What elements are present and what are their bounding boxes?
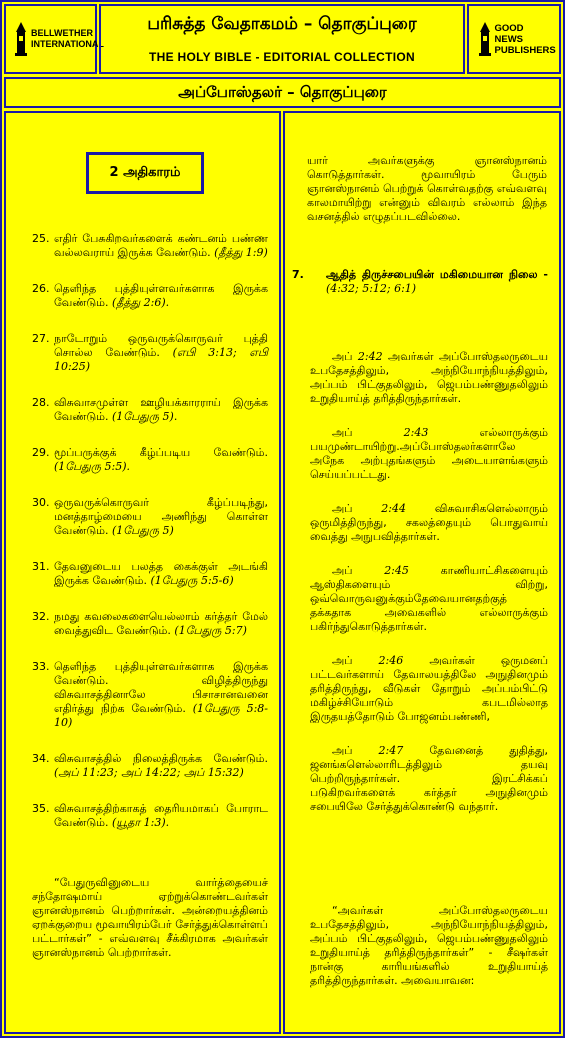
verse-reference: 2:44 — [381, 502, 406, 515]
list-item-text: விசுவாசத்திற்காகத் தைரியமாகப் போராட வேண்டும். — [54, 802, 268, 829]
section-number: 7. — [292, 268, 304, 281]
list-item — [32, 610, 268, 638]
list-item — [32, 802, 268, 830]
list-item-reference: (1பேதுரு 5). — [112, 410, 178, 423]
title-box — [99, 4, 465, 74]
list-item-body — [54, 232, 268, 260]
list-item-body — [54, 332, 268, 374]
list-item-number: 28. — [32, 396, 50, 409]
verse-reference: 2:46 — [378, 654, 404, 667]
bell-tower-icon — [14, 22, 28, 56]
list-item-reference: (தீத்து 1:9) — [214, 246, 268, 259]
tower-icon — [478, 22, 492, 56]
list-item-text: விசுவாசமுள்ள ஊழியக்காரராய் இருக்க வேண்டும். — [54, 396, 268, 423]
list-item-text: தெளிந்த புத்தியுள்ளவர்களாக இருக்க வேண்டும். விழித்திருந்து விசுவாசத்தினாலே பிசாசானவனை எதிர்த்து நிற்க வேண்டும். — [54, 660, 268, 715]
title-english: THE HOLY BIBLE - EDITORIAL COLLECTION — [148, 50, 415, 64]
list-item-number: 35. — [32, 802, 50, 815]
list-item-reference: (யூதா 1:3). — [112, 816, 170, 829]
right-logo-text: GOOD NEWS PUBLISHERS — [494, 22, 556, 56]
list-item-number: 32. — [32, 610, 50, 623]
verse-text: அவர்கள் அப்போஸ்தலருடைய உபதேசத்திலும், அந்நியோந்நியத்திலும், அப்பம் பிட்குதலிலும், ஜெபம்பண்ணுதலிலும் உறுதியாய்த் தரித்திருந்தார்கள். — [310, 350, 548, 405]
verse-paragraph — [310, 564, 548, 634]
list-item — [32, 282, 268, 310]
verse-reference: 2:47 — [378, 744, 404, 757]
list-item-text: நாடோறும் ஒருவருக்கொருவர் புத்தி சொல்ல வேண்டும். — [54, 332, 268, 359]
list-item — [32, 560, 268, 588]
list-item — [32, 752, 268, 780]
right-intro-paragraph: யார் அவர்களுக்கு ஞானஸ்நானம் கொடுத்தார்கள். மூவாயிரம் பேரும் ஞானஸ்நானம் பெற்றுக் கொள்வதற்கு எவ்வளவு காலமாயிற்று என்னும் விவரம் எல்லாம் இந்த வசனத்தில் எழுதப்படவில்லை. — [307, 154, 547, 223]
list-item-body — [54, 802, 268, 830]
right-closing-paragraph: “அவர்கள் அப்போஸ்தலருடைய உபதேசத்திலும், அந்நியோந்நியத்திலும், அப்பம் பிட்குதலிலும், ஜெபம்பண்ணுதலிலும் உறுதியாய்த் தரித்திருந்தார்கள்” - சீஷர்கள் நான்கு காரியங்களில் உறுதியாய்த் தரித்திருந்தார்கள். அவையாவன: — [310, 904, 548, 987]
verse-text: தேவனைத் துதித்து, ஜனங்களெல்லாரிடத்திலும் தயவு பெற்றிருந்தார்கள். இரட்சிக்கப் படுகிறவர்களைக் கர்த்தர் அநுதினமும் சபையிலே சேர்த்துக்கொண்டு வந்தார். — [310, 744, 548, 813]
list-item-body — [54, 446, 268, 474]
list-item-text: நமது கவலைகளையெல்லாம் கர்த்தர் மேல் வைத்துவிட வேண்டும். — [54, 610, 268, 637]
list-item-number: 29. — [32, 446, 50, 459]
verse-book: அப் — [332, 564, 353, 577]
numbered-list — [32, 232, 268, 852]
verse-text: விசுவாசிகளெல்லாரும் ஒருமித்திருந்து, சகலத்தையும் பொதுவாய் வைத்து அநுபவித்தார்கள். — [310, 502, 549, 543]
list-item-number: 30. — [32, 496, 50, 509]
list-item-body — [54, 282, 268, 310]
verse-book: அப் — [332, 426, 353, 439]
section-title: ஆதித் திருச்சபையின் மகிமையான நிலை - — [326, 268, 548, 281]
verse-list — [310, 350, 548, 834]
list-item-body — [54, 560, 268, 588]
list-item — [32, 332, 268, 374]
verse-paragraph — [310, 744, 548, 814]
list-item-reference: (1பேதுரு 5) — [112, 524, 174, 537]
list-item-reference: (1பேதுரு 5:7) — [174, 624, 247, 637]
verse-paragraph — [310, 654, 548, 724]
chapter-heading: 2 அதிகாரம் — [86, 152, 204, 194]
list-item-body — [54, 496, 268, 538]
list-item-body — [54, 752, 268, 780]
verse-reference: 2:45 — [384, 564, 409, 577]
list-item-reference: (1பேதுரு 5:5-6) — [150, 574, 234, 587]
left-logo-text: BELLWETHER INTERNATIONAL — [31, 28, 104, 49]
list-item-number: 33. — [32, 660, 50, 673]
verse-book: அப் — [332, 502, 353, 515]
verse-paragraph — [310, 502, 548, 544]
good-news-logo — [467, 4, 561, 74]
verse-reference: 2:43 — [403, 426, 429, 439]
list-item-number: 34. — [32, 752, 50, 765]
verse-text: அவர்கள் ஒருமனப் பட்டவர்களாய் தேவாலயத்திலே அநுதினமும் தரித்திருந்து, வீடுகள் தோறும் அப்பம்பிட்டு மகிழ்ச்சியோடும் கபடமில்லாத இருதயத்தோடும் போஜனம்பண்ணி, — [310, 654, 549, 723]
list-item-reference: (தீத்து 2:6). — [112, 296, 170, 309]
list-item-reference: (எபி 3:13; எபி 10:25) — [54, 346, 268, 373]
list-item-number: 25. — [32, 232, 50, 245]
list-item — [32, 232, 268, 260]
bellwether-logo — [4, 4, 104, 74]
verse-book: அப் — [332, 350, 353, 363]
list-item-text: ஒருவருக்கொருவர் கீழ்ப்படிந்து, மனத்தாழ்மையை அணிந்து கொள்ள வேண்டும். — [54, 496, 268, 537]
list-item-body — [54, 396, 268, 424]
verse-book: அப் — [332, 654, 353, 667]
verse-paragraph — [310, 350, 548, 406]
list-item-reference: (1பேதுரு 5:8-10) — [54, 702, 268, 729]
list-item-text: தெளிந்த புத்தியுள்ளவர்களாக இருக்க வேண்டும். — [54, 282, 268, 309]
list-item-number: 31. — [32, 560, 50, 573]
list-item — [32, 446, 268, 474]
title-tamil: பரிசுத்த வேதாகமம் – தொகுப்புரை — [147, 14, 417, 34]
list-item-body — [54, 610, 268, 638]
list-item-number: 27. — [32, 332, 50, 345]
list-item — [32, 396, 268, 424]
list-item-reference: (அப் 11:23; அப் 14:22; அப் 15:32) — [54, 766, 244, 779]
list-item-text: மூப்பருக்குக் கீழ்ப்படிய வேண்டும். — [54, 446, 268, 459]
list-item — [32, 660, 268, 730]
verse-text: காணியாட்சிகளையும் ஆஸ்திகளையும் விற்று, ஒவ்வொருவனுக்கும்தேவையானதற்குத் தக்கதாக அவைகளில் எல்லாருக்கும் பகிர்ந்துகொடுத்தார்கள். — [310, 564, 549, 633]
verse-book: அப் — [332, 744, 353, 757]
section-refs: (4:32; 5:12; 6:1) — [326, 282, 417, 295]
list-item-body — [54, 660, 268, 730]
section-heading — [292, 268, 548, 296]
list-item — [32, 496, 268, 538]
list-item-reference: (1பேதுரு 5:5). — [54, 460, 131, 473]
list-item-number: 26. — [32, 282, 50, 295]
list-item-text: விசுவாசத்தில் நிலைத்திருக்க வேண்டும். — [54, 752, 268, 765]
subtitle-bar: அப்போஸ்தலர் – தொகுப்புரை — [4, 77, 561, 108]
verse-text: எல்லாருக்கும் பயமுண்டாயிற்று.அப்போஸ்தலர்களாலே அநேக அற்புதங்களும் அடையாளங்களும் செய்யப்பட்டது. — [310, 426, 549, 481]
list-item-text: தேவனுடைய பலத்த கைக்குள் அடங்கி இருக்க வேண்டும். — [54, 560, 268, 587]
verse-paragraph — [310, 426, 548, 482]
list-item-text: எதிர் பேசுகிறவர்களைக் கண்டனம் பண்ண வல்லவராய் இருக்க வேண்டும். — [54, 232, 268, 259]
left-closing-paragraph: “பேதுருவினுடைய வார்த்தையைச் சந்தோஷமாய் ஏற்றுக்கொண்டவர்கள் ஞானஸ்நானம் பெற்றார்கள். அன்றையத்தினம் ஏறக்குறைய மூவாயிரம்பேர் சேர்த்துக்கொள்ளப் பட்டார்கள்” - எவ்வளவு சீக்கிரமாக அவர்கள் ஞானஸ்நானம் பெற்றார்கள். — [32, 876, 268, 959]
verse-reference: 2:42 — [357, 350, 383, 363]
